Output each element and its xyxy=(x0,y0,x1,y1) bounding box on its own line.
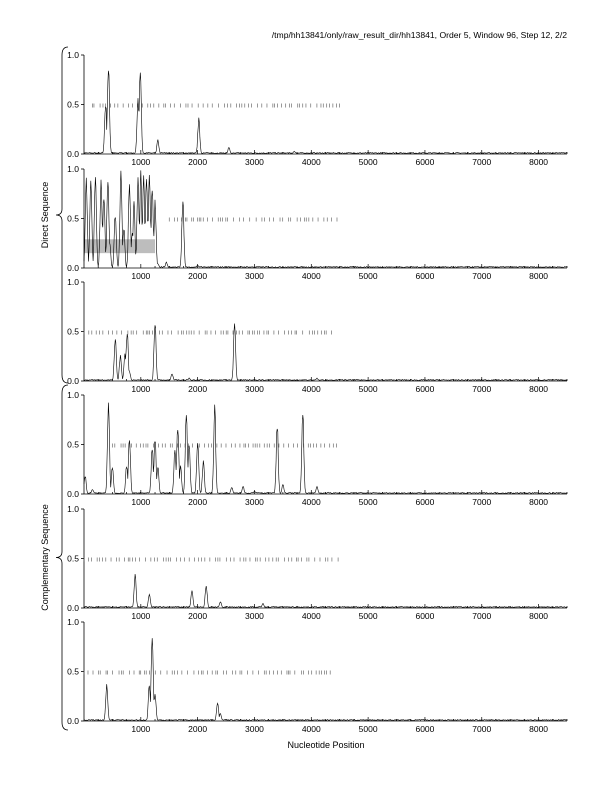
x-tick-label: 7000 xyxy=(472,271,492,281)
x-tick-label: 1000 xyxy=(131,157,151,167)
x-tick-label: 6000 xyxy=(415,157,435,167)
x-tick-label: 6000 xyxy=(415,271,435,281)
y-tick-label: 0.0 xyxy=(67,489,79,499)
y-tick-label: 0.5 xyxy=(67,666,79,677)
y-tick-label: 1.0 xyxy=(67,277,79,287)
x-tick-label: 8000 xyxy=(529,157,549,167)
x-tick-label: 4000 xyxy=(301,724,321,734)
x-tick-label: 8000 xyxy=(529,497,549,507)
panel-2 xyxy=(67,164,567,281)
x-tick-label: 3000 xyxy=(245,497,264,507)
y-tick-label: 0.0 xyxy=(67,376,79,386)
x-tick-label: 5000 xyxy=(358,724,378,734)
signal-trace xyxy=(84,574,567,608)
x-tick-label: 5000 xyxy=(358,157,378,167)
x-tick-label: 5000 xyxy=(358,497,378,507)
x-tick-label: 3000 xyxy=(245,724,264,734)
x-tick-label: 2000 xyxy=(188,384,208,394)
signal-trace xyxy=(84,71,567,154)
y-tick-label: 1.0 xyxy=(67,164,79,174)
x-tick-label: 5000 xyxy=(358,384,378,394)
x-tick-label: 7000 xyxy=(472,611,492,621)
y-tick-label: 0.5 xyxy=(67,326,79,337)
x-tick-label: 3000 xyxy=(245,157,264,167)
panel-1 xyxy=(67,50,567,167)
x-tick-label: 2000 xyxy=(188,611,208,621)
header-text: /tmp/hh13841/only/raw_result_dir/hh13841, Order 5, Window 96, Step 12, 2/2 xyxy=(271,30,567,40)
x-tick-label: 4000 xyxy=(301,157,321,167)
signal-trace xyxy=(84,324,567,381)
x-tick-label: 3000 xyxy=(245,611,264,621)
x-tick-label: 1000 xyxy=(131,611,151,621)
y-tick-label: 0.0 xyxy=(67,603,79,613)
x-tick-label: 2000 xyxy=(188,157,208,167)
x-tick-label: 6000 xyxy=(415,384,435,394)
x-tick-label: 4000 xyxy=(301,384,321,394)
y-tick-label: 1.0 xyxy=(67,504,79,514)
panels xyxy=(67,50,567,734)
y-tick-label: 1.0 xyxy=(67,617,79,627)
x-tick-label: 5000 xyxy=(358,271,378,281)
x-tick-label: 7000 xyxy=(472,384,492,394)
group-label: Complementary Sequence xyxy=(40,504,50,611)
x-tick-label: 2000 xyxy=(188,497,208,507)
x-tick-label: 1000 xyxy=(131,384,151,394)
signal-trace xyxy=(84,638,567,720)
x-tick-label: 8000 xyxy=(529,611,549,621)
x-tick-label: 7000 xyxy=(472,724,492,734)
signal-trace xyxy=(84,170,567,267)
x-tick-label: 1000 xyxy=(131,271,151,281)
x-tick-label: 4000 xyxy=(301,271,321,281)
x-tick-label: 6000 xyxy=(415,724,435,734)
x-tick-label: 4000 xyxy=(301,611,321,621)
y-tick-label: 0.0 xyxy=(67,716,79,726)
x-tick-label: 1000 xyxy=(131,724,151,734)
x-tick-label: 3000 xyxy=(245,271,264,281)
y-tick-label: 0.5 xyxy=(67,553,79,564)
group-label: Direct Sequence xyxy=(40,181,50,249)
panel-3 xyxy=(67,277,567,394)
x-tick-label: 8000 xyxy=(529,384,549,394)
x-tick-label: 7000 xyxy=(472,157,492,167)
panel-4 xyxy=(67,390,567,507)
y-tick-label: 0.0 xyxy=(67,149,79,159)
x-tick-label: 8000 xyxy=(529,271,549,281)
x-tick-label: 7000 xyxy=(472,497,492,507)
x-tick-label: 2000 xyxy=(188,271,208,281)
panel-6 xyxy=(67,617,567,734)
y-tick-label: 1.0 xyxy=(67,390,79,400)
x-tick-label: 3000 xyxy=(245,384,264,394)
x-tick-label: 8000 xyxy=(529,724,549,734)
x-axis-label: Nucleotide Position xyxy=(287,740,365,750)
group-labels xyxy=(40,47,68,730)
x-tick-label: 6000 xyxy=(415,497,435,507)
y-tick-label: 0.5 xyxy=(67,99,79,110)
x-tick-label: 2000 xyxy=(188,724,208,734)
x-tick-label: 6000 xyxy=(415,611,435,621)
panel-5 xyxy=(67,504,567,621)
signal-trace xyxy=(84,403,567,494)
x-tick-label: 1000 xyxy=(131,497,151,507)
x-tick-label: 4000 xyxy=(301,497,321,507)
y-tick-label: 1.0 xyxy=(67,50,79,60)
y-tick-label: 0.0 xyxy=(67,263,79,273)
x-tick-label: 5000 xyxy=(358,611,378,621)
y-tick-label: 0.5 xyxy=(67,213,79,224)
y-tick-label: 0.5 xyxy=(67,439,79,450)
